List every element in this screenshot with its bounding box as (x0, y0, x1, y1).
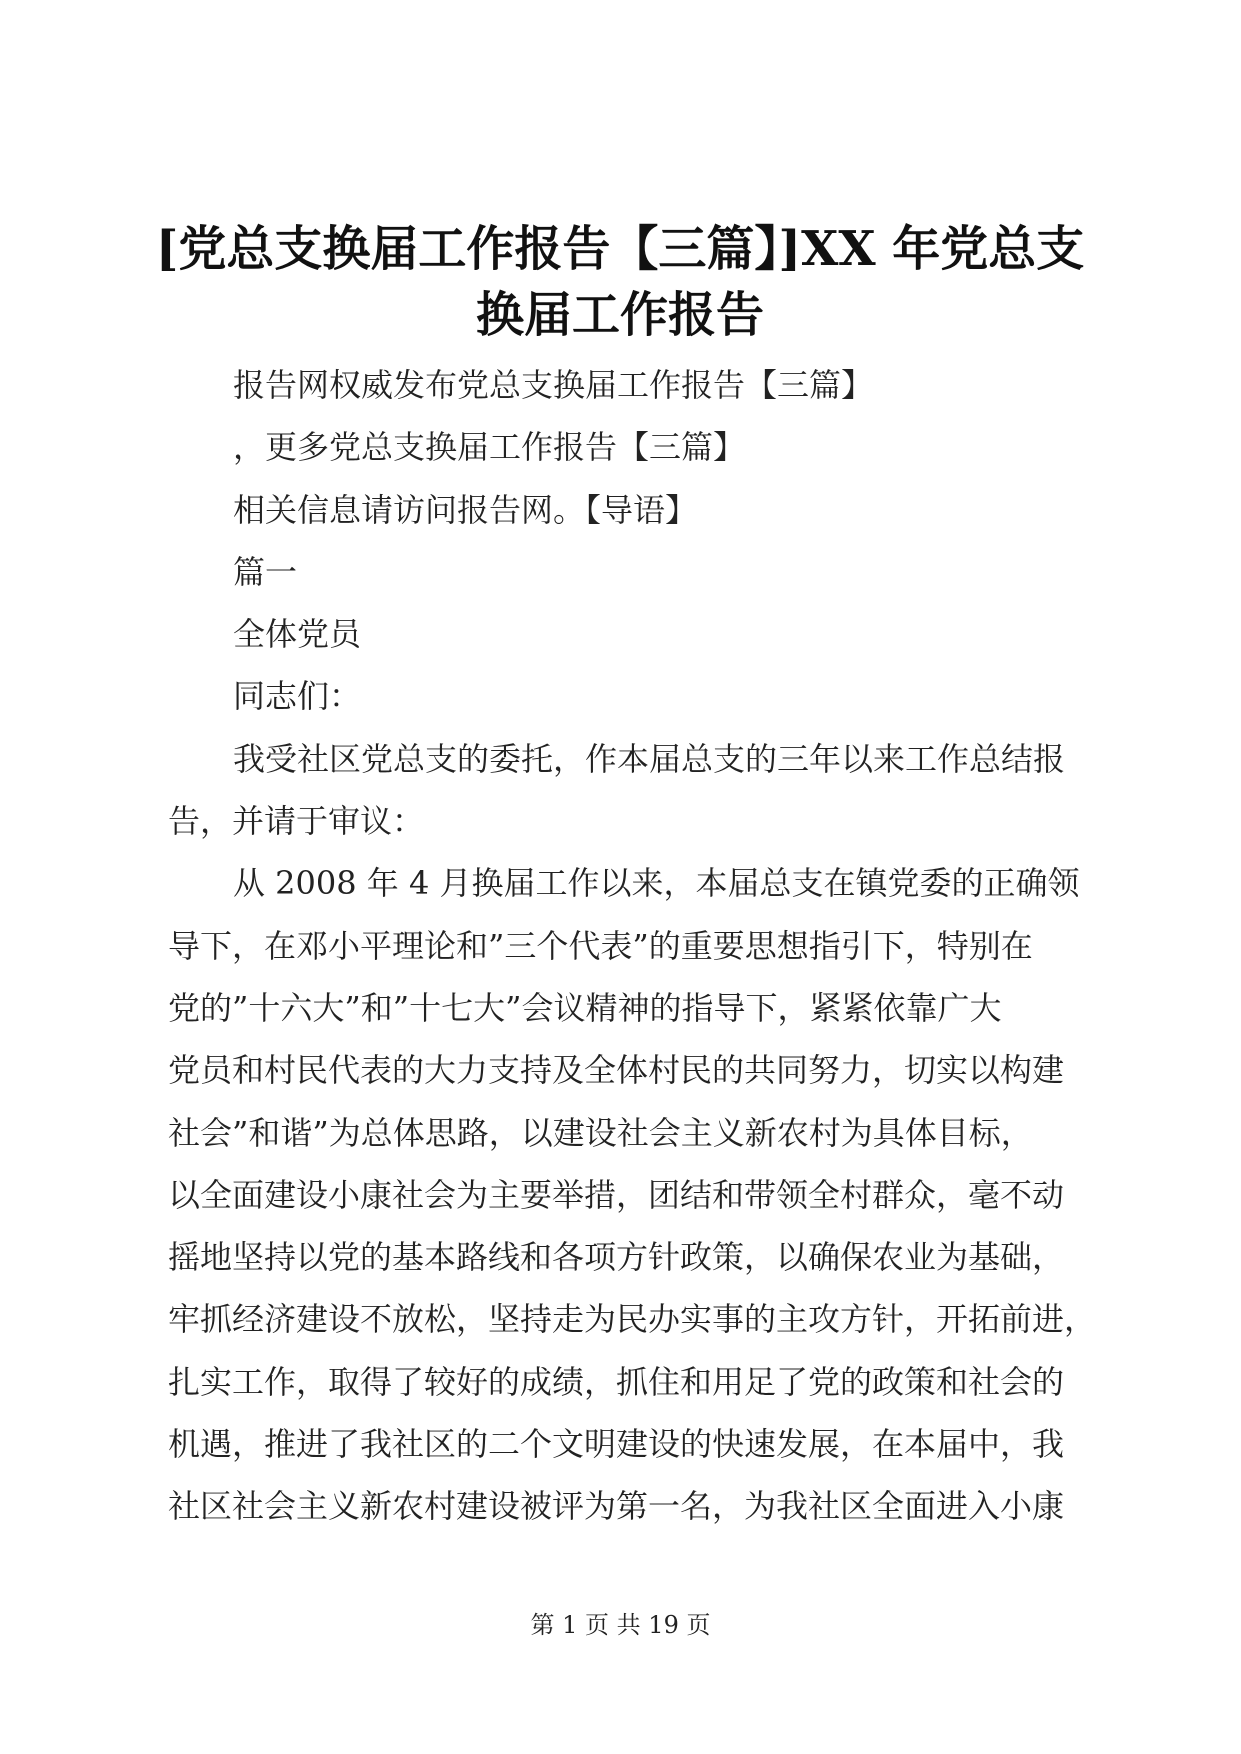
paragraph-line: 机遇，推进了我社区的二个文明建设的快速发展，在本届中，我 (168, 1425, 1065, 1464)
title-line-2: 换届工作报告 (475, 287, 764, 343)
page-number: 第 1 页 共 19 页 (530, 1611, 711, 1639)
paragraph-line: 牢抓经济建设不放松，坚持走为民办实事的主攻方针，开拓前进， (168, 1300, 1097, 1339)
paragraph-line: 导下，在邓小平理论和”三个代表”的重要思想指引下，特别在 (168, 926, 1033, 965)
document-body (168, 354, 1108, 1538)
paragraph-line: 篇一 (233, 552, 298, 591)
paragraph-line: 从 2008 年 4 月换届工作以来，本届总支在镇党委的正确领 (233, 864, 1080, 903)
paragraph-line: 报告网权威发布党总支换届工作报告【三篇】 (233, 366, 874, 404)
paragraph-line: 党的”十六大”和”十七大”会议精神的指导下，紧紧依靠广大 (168, 988, 1002, 1027)
paragraph-line: 全体党员 (233, 615, 362, 654)
paragraph-line: 相关信息请访问报告网。【导语】 (233, 490, 698, 529)
paragraph-line: 以全面建设小康社会为主要举措，团结和带领全村群众，毫不动 (168, 1175, 1065, 1214)
paragraph-line: 摇地坚持以党的基本路线和各项方针政策，以确保农业为基础， (168, 1238, 1065, 1277)
paragraph-line: 同志们： (233, 677, 362, 716)
paragraph-line: 党员和村民代表的大力支持及全体村民的共同努力，切实以构建 (168, 1051, 1065, 1090)
paragraph-line: 扎实工作，取得了较好的成绩，抓住和用足了党的政策和社会的 (168, 1362, 1065, 1401)
paragraph-line: 我受社区党总支的委托，作本届总支的三年以来工作总结报 (233, 739, 1066, 778)
page-footer (0, 1610, 1241, 1640)
paragraph-line: 社区社会主义新农村建设被评为第一名，为我社区全面进入小康 (168, 1487, 1065, 1526)
paragraph-line: 社会”和谐”为总体思路，以建设社会主义新农村为具体目标， (168, 1113, 1033, 1152)
paragraph-line: 告，并请于审议： (168, 802, 425, 841)
title-line-1: [党总支换届工作报告【三篇】]XX 年党总支 (155, 221, 1085, 277)
document-title (140, 216, 1100, 348)
paragraph-line: ，更多党总支换届工作报告【三篇】 (233, 428, 746, 467)
